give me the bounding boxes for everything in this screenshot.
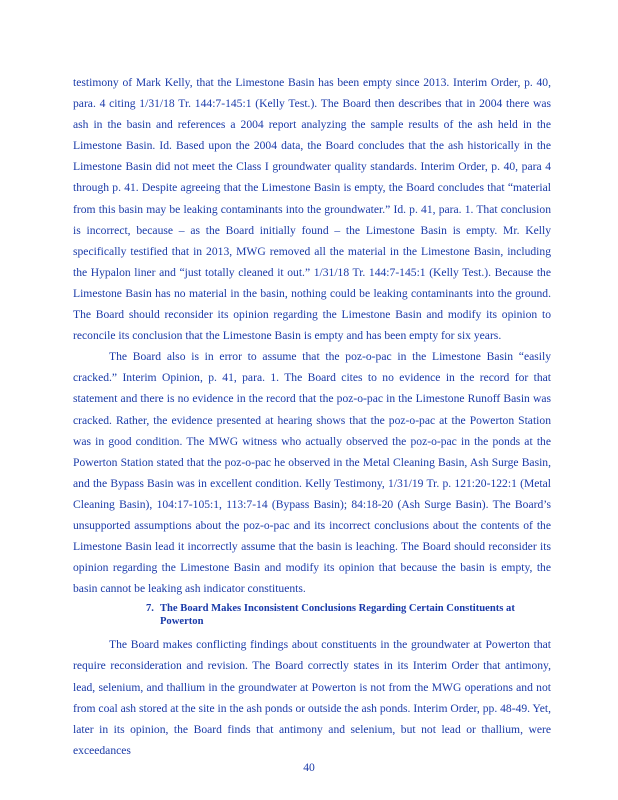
section-heading-text: The Board Makes Inconsistent Conclusions Regarding Certain Constituents at Powerton	[159, 603, 515, 628]
body-text	[73, 72, 551, 761]
paragraph-constituents: The Board makes conflicting findings about constituents in the groundwater at Powerton that require reconsideration and revision. The Board correctly states in its Interim Order that antimony, lead, selenium, and thallium in the groundwater at Powerton is not from the MWG operations and not from coal ash stored at the site in the ash ponds or outside the ash ponds. Interim Order, pp. 48-49. Yet, later in its opinion, the Board finds that antimony and selenium, but not lead or thallium, were exceedances	[73, 638, 552, 757]
paragraph-limestone-basin-empty: testimony of Mark Kelly, that the Limestone Basin has been empty since 2013. Interim Order, p. 40, para. 4 citing 1/31/18 Tr. 144:7-145:1 (Kelly Test.). The Board then describes that in 2004 there was ash in the basin and references a 2004 report analyzing the sample results of the ash held in the Limestone Basin. Id. Based upon the 2004 data, the Board concludes that the ash historically in the Limestone Basin did not meet the Class I groundwater quality standards. Interim Order, p. 40, para 4 through p. 41. Despite agreeing that the Limestone Basin is empty, the Board concludes that “material from this basin may be leaking contaminants into the groundwater.” Id. p. 41, para. 1. That conclusion is incorrect, because – as the Board initially found – the Limestone Basin is empty. Mr. Kelly specifically testified that in 2013, MWG removed all the material in the Limestone Basin, including the Hypalon liner and “just totally cleaned it out.” 1/31/18 Tr. 144:7-145:1 (Kelly Test.). Because the Limestone Basin has no material in the basin, nothing could be leaking contaminants into the ground. The Board should reconsider its opinion regarding the Limestone Basin and modify its opinion to reconcile its conclusion that the Limestone Basin is empty and has been empty for six years.	[73, 76, 551, 343]
paragraph-poz-o-pac: The Board also is in error to assume that the poz-o-pac in the Limestone Basin “easily cracked.” Interim Opinion, p. 41, para. 1. The Board cites to no evidence in the record for that statement and there is no evidence in the record that the poz-o-pac in the Limestone Runoff Basin was cracked. Rather, the evidence presented at hearing shows that the poz-o-pac at the Powerton Station was in good condition. The MWG witness who actually observed the poz-o-pac in the ponds at the Powerton Station stated that the poz-o-pac he observed in the Metal Cleaning Basin, Ash Surge Basin, and the Bypass Basin was in excellent condition. Kelly Testimony, 1/31/19 Tr. p. 121:20-122:1 (Metal Cleaning Basin), 104:17-105:1, 113:7-14 (Bypass Basin); 84:18-20 (Ash Surge Basin). The Board’s unsupported assumptions about the poz-o-pac and its incorrect conclusions about the contents of the Limestone Basin lead it incorrectly assume that the basin is leaching. The Board should reconsider its opinion regarding the Limestone Basin and modify its opinion that because the basin is empty, the basin cannot be leaking ash indicator constituents.	[73, 350, 551, 596]
section-heading	[73, 602, 551, 628]
page-number: 40	[303, 761, 315, 774]
section-heading-number: 7.	[146, 603, 154, 615]
